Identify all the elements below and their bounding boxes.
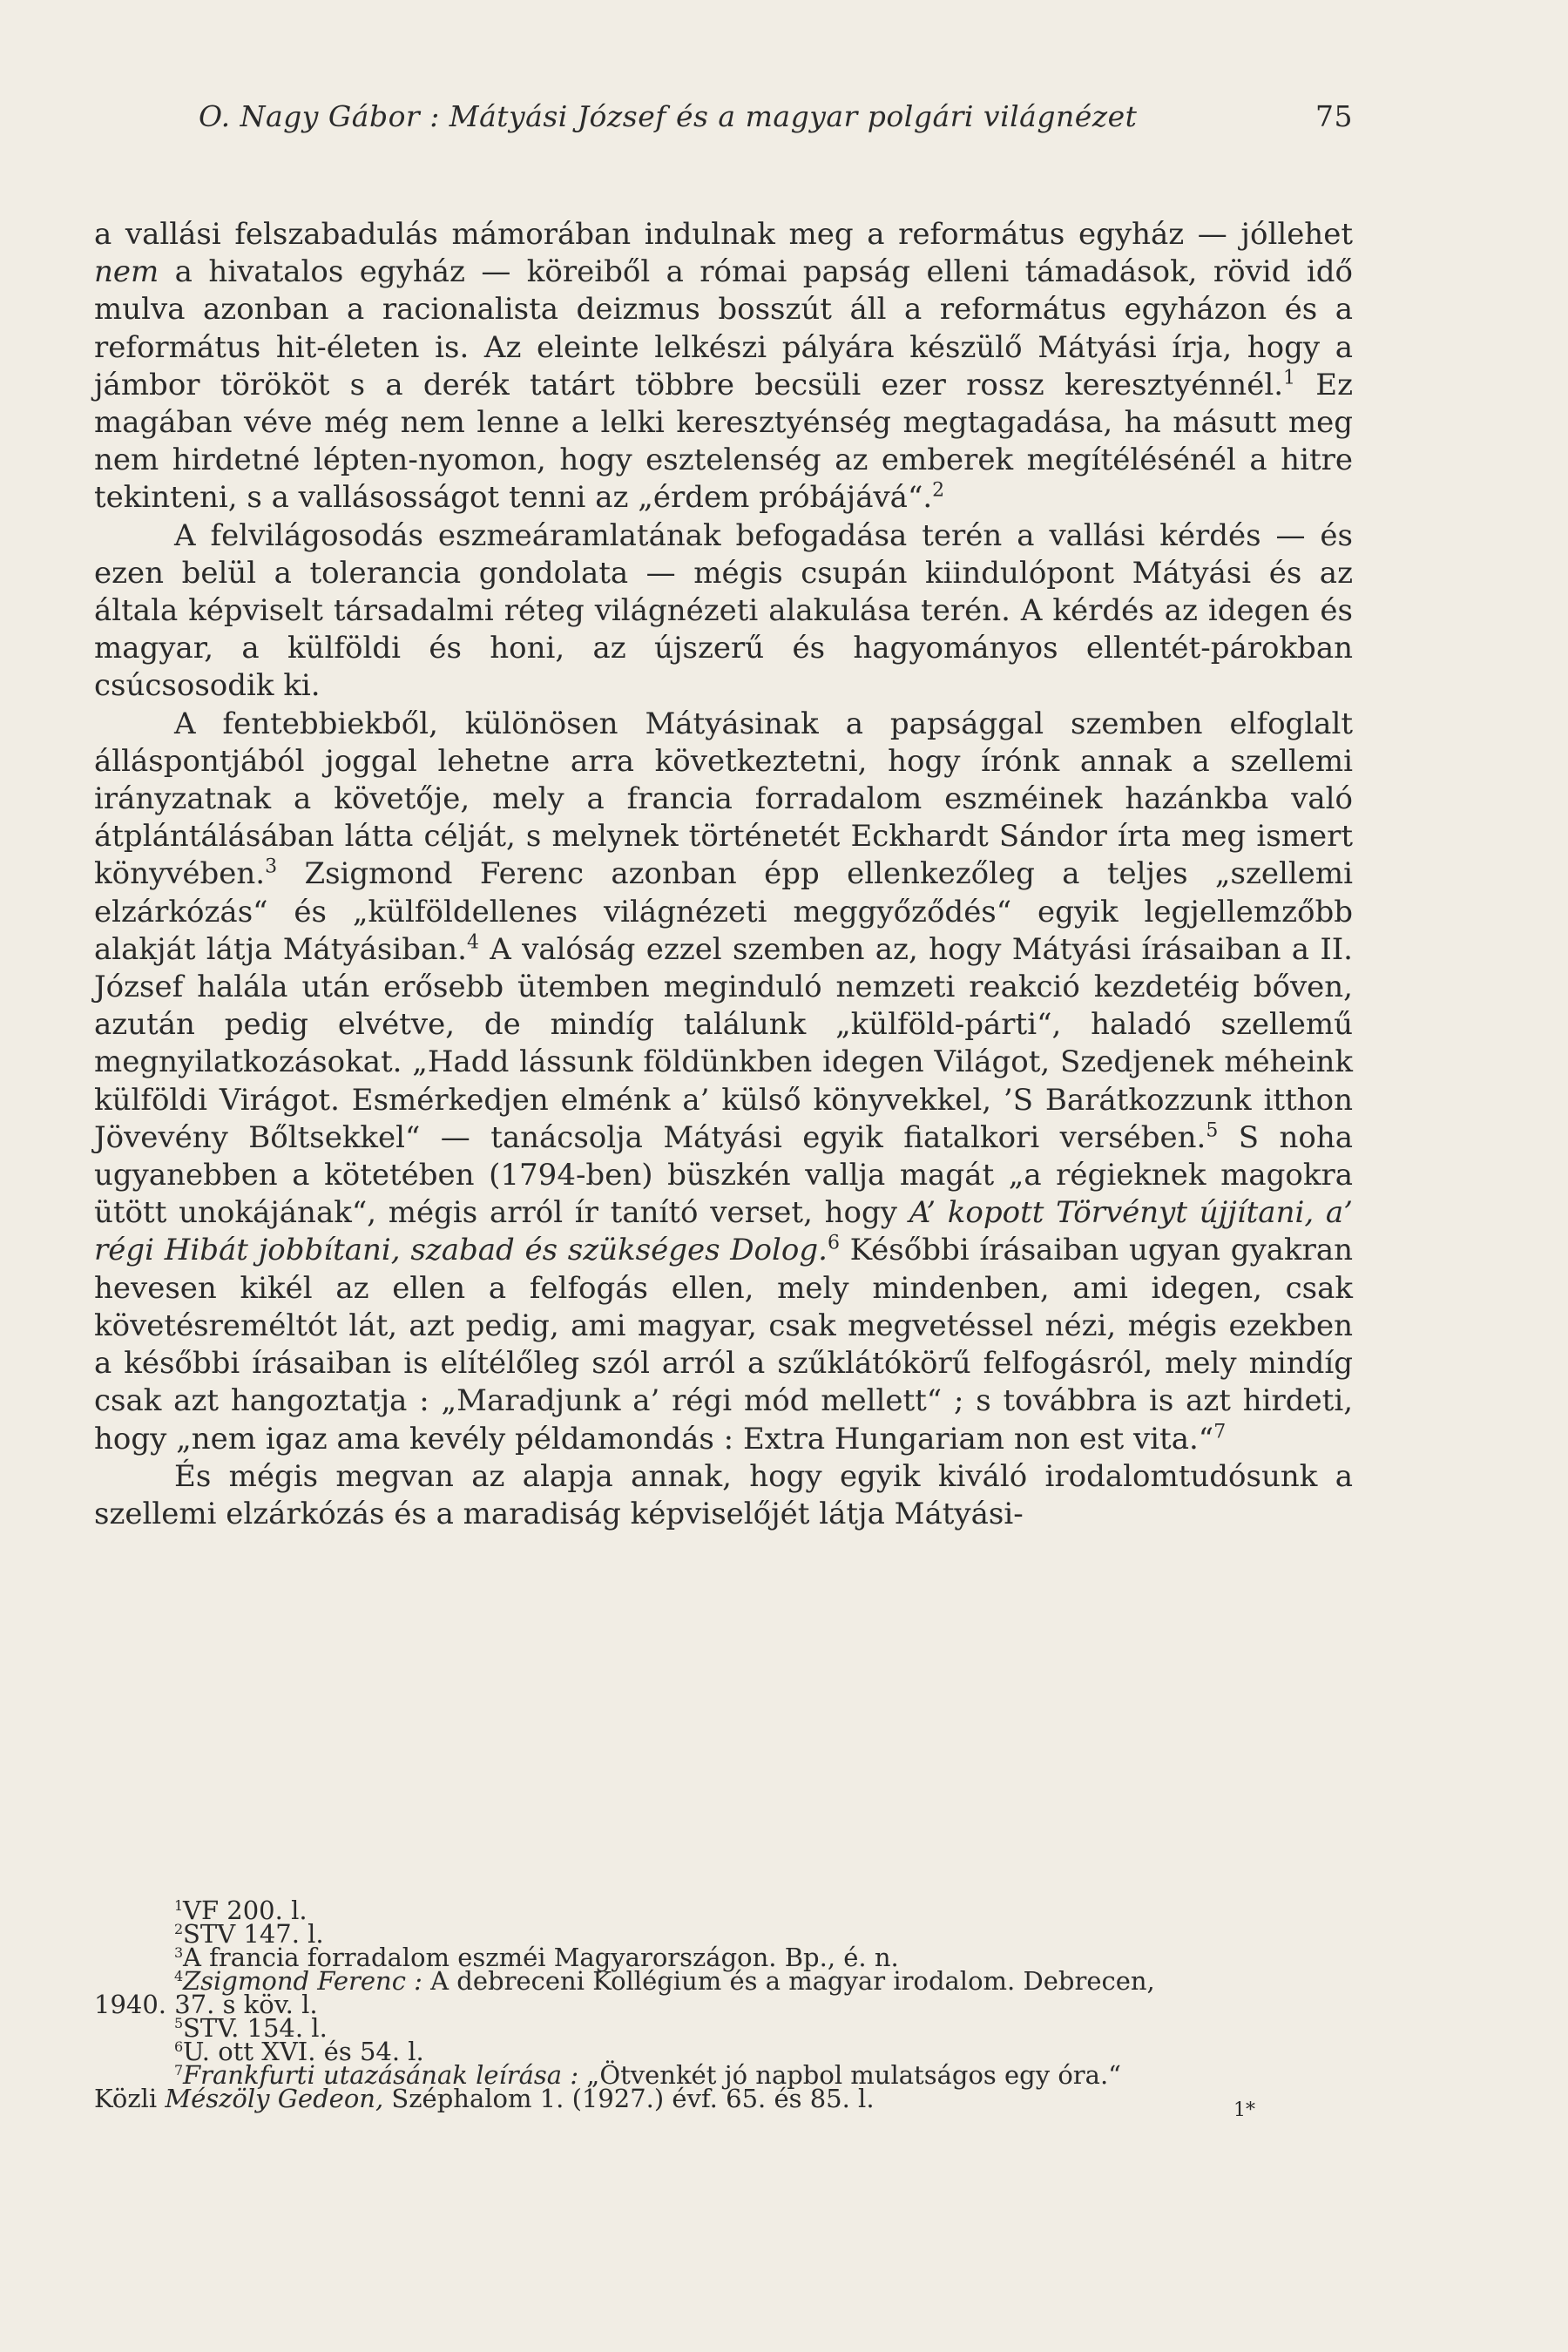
text-run: Zsigmond Ferenc azonban épp ellenkezőleg a teljes „szellemi elzárkózás“ és „külföldellenes világnézeti meggyőződés“ egyik legjellemzőbb alakját látja Mátyásiban. — [94, 856, 1353, 967]
running-header — [94, 94, 1353, 136]
footnote-text: STV 147. l. — [183, 1919, 324, 1949]
signature-mark: 1* — [1233, 2099, 1255, 2121]
paragraph-1 — [94, 216, 1353, 517]
text-run: a hivatalos egyház — köreiből a római papság elleni támadások, rövid idő mulva azonban a racionalista deizmus bosszút áll a református egyházon és a református hit-életen is. Az eleinte lelkészi pályára készülő Mátyási írja, hogy a jámbor törököt s a derék tatárt többre becsüli ezer rossz keresztyénnél. — [94, 254, 1353, 402]
footnote-7 — [94, 2060, 1353, 2113]
text-run: a vallási felszabadulás mámorában indulnak meg a református egyház — jóllehet — [94, 217, 1353, 252]
footnote-ref: 1 — [1283, 367, 1296, 389]
footnote-ref: 4 — [467, 931, 479, 954]
footnote-number: 1 — [174, 1897, 184, 1914]
text-run: És mégis megvan az alapja annak, hogy egyik kiváló irodalomtudósunk a szellemi elzárkózás és a maradiság képviselőjét látja Mátyási- — [94, 1458, 1353, 1531]
footnote-number: 2 — [174, 1921, 184, 1937]
footnote-ref: 3 — [265, 856, 278, 879]
footnote-author: Zsigmond Ferenc : — [183, 1966, 422, 1996]
text-run: Közli — [94, 2084, 166, 2113]
paragraph-2 — [94, 517, 1353, 706]
footnote-text: VF 200. l. — [183, 1896, 308, 1925]
footnote-ref: 7 — [1213, 1421, 1227, 1443]
footnote-number: 6 — [174, 2038, 184, 2055]
footnote-continuation: 1940. 37. s köv. l. — [94, 1990, 318, 2019]
text-run: S noha ugyanebben a kötetében (1794-ben) büszkén vallja magát „a régieknek magokra ütött unokájának“, mégis arról ír tanító verset, hogy — [94, 1119, 1353, 1231]
footnote-text: A debreceni Kollégium és a magyar irodalom. Debrecen, — [422, 1966, 1155, 1996]
body-text — [94, 216, 1353, 1533]
paragraph-3 — [94, 706, 1353, 1458]
footnote-title: Frankfurti utazásának leírása : — [183, 2060, 579, 2090]
footnote-text: STV. 154. l. — [183, 2013, 328, 2043]
footnote-editor: Mészöly Gedeon, — [165, 2084, 384, 2113]
page — [94, 94, 1353, 2263]
text-run: A fentebbiekből, különösen Mátyásinak a papsággal szemben elfoglalt álláspontjából joggal lehetne arra következtetni, hogy írónk annak a szellemi irányzatnak a követője, mely a francia forradalom eszméinek hazánkba való átplántálásában látta célját, s melynek történetét Eckhardt Sándor írta meg ismert könyvében. — [94, 706, 1353, 892]
footnote-text: „Ötvenkét jó napbol mulatságos egy óra.“ — [578, 2060, 1121, 2090]
emphasis: nem — [94, 254, 159, 290]
running-title: O. Nagy Gábor : Mátyási József és a magyar polgári világnézet — [199, 99, 1138, 133]
footnote-continuation — [94, 2084, 1353, 2113]
footnote-ref: 5 — [1206, 1119, 1219, 1142]
footnote-number: 7 — [174, 2062, 184, 2078]
footnote-ref: 6 — [827, 1233, 840, 1255]
emphasis: A’ kopott Törvényt újjítani, a’ régi Hibát jobbítani, szabad és szükséges Dolog. — [94, 1195, 1353, 1268]
footnote-number: 4 — [174, 1968, 184, 1984]
footnote-text: U. ott XVI. és 54. l. — [183, 2037, 424, 2066]
page-number: 75 — [1315, 99, 1353, 133]
text-run: Széphalom 1. (1927.) évf. 65. és 85. l. — [383, 2084, 875, 2113]
footnote-text: A francia forradalom eszméi Magyarországon. Bp., é. n. — [183, 1943, 899, 1972]
text-run: A valóság ezzel szemben az, hogy Mátyási írásaiban a II. József halála után erősebb ütemben meginduló nemzeti reakció kezdetéig bőven, azután pedig elvétve, de mindíg találunk „külföld-párti“, haladó szellemű megnyilatkozásokat. „Hadd lássunk földünkben idegen Világot, Szedjenek méheink külföldi Virágot. Esmérkedjen elménk a’ külső könyvekkel, ’S Barátkozzunk itthon Jövevény Bőltsekkel“ — tanácsolja Mátyási egyik fiatalkori versében. — [94, 931, 1353, 1155]
text-run: A felvilágosodás eszmeáramlatának befogadása terén a vallási kérdés — és ezen belül a tolerancia gondolata — mégis csupán kiindulópont Mátyási és az általa képviselt társadalmi réteg világnézeti alakulása terén. A kérdés az idegen és magyar, a külföldi és honi, az újszerű és hagyományos ellentét-párokban csúcsosodik ki. — [94, 517, 1353, 704]
footnote-number: 3 — [174, 1944, 184, 1961]
paragraph-4 — [94, 1458, 1353, 1533]
footnotes — [94, 1896, 1353, 2113]
footnote-number: 5 — [174, 2015, 184, 2031]
footnote-ref: 2 — [932, 480, 945, 503]
footnote-4 — [94, 1966, 1353, 2019]
text-run: Ez magában véve még nem lenne a lelki keresztyénség megtagadása, ha másutt meg nem hirdetné lépten-nyomon, hogy esztelenség az emberek megítélésénél a hitre tekinteni, s a vallásosságot tenni az „érdem próbájává“. — [94, 367, 1353, 516]
text-run: Későbbi írásaiban ugyan gyakran hevesen kikél az ellen a felfogás ellen, mely mindenben, ami idegen, csak követésreméltót lát, azt pedig, ami magyar, csak megvetéssel nézi, mégis ezekben a későbbi írásaiban is elítélőleg szól arról a szűklátókörű felfogásról, mely mindíg csak azt hangoztatja : „Maradjunk a’ régi mód mellett“ ; s továbbra is azt hirdeti, hogy „nem igaz ama kevély példamondás : Extra Hungariam non est vita.“ — [94, 1233, 1354, 1456]
